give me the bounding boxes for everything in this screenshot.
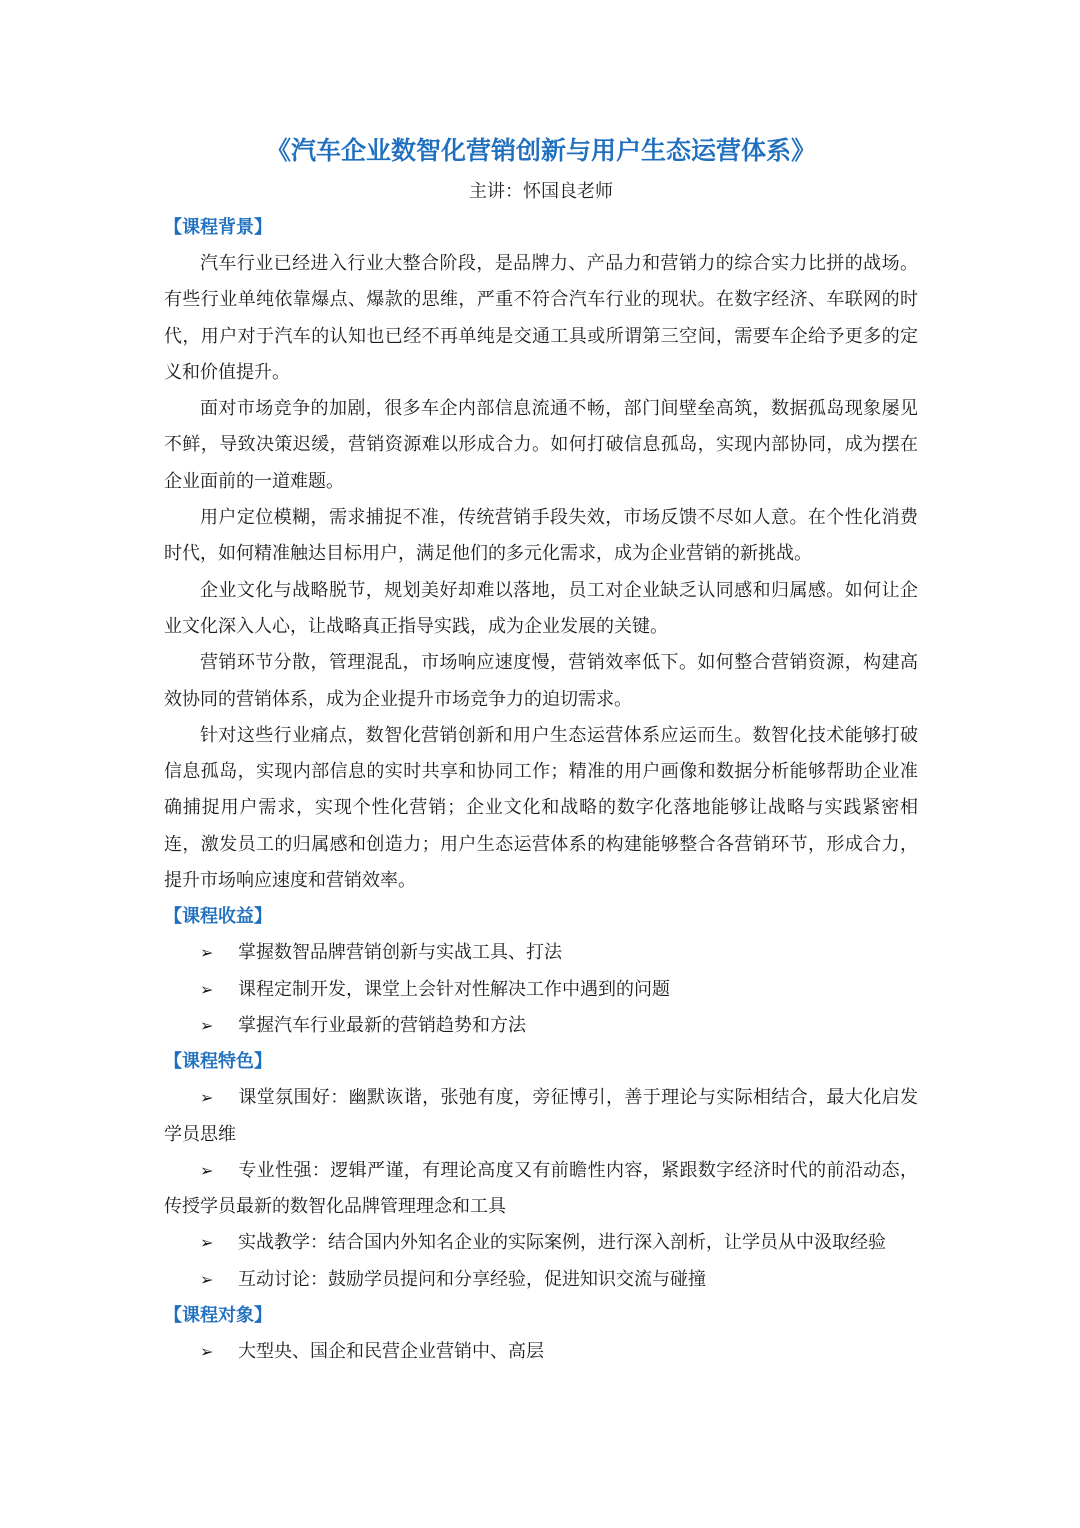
- list-item: [164, 1225, 918, 1261]
- background-paragraph-4: 企业文化与战略脱节，规划美好却难以落地，员工对企业缺乏认同感和归属感。如何让企业文化深入人心，让战略真正指导实践，成为企业发展的关键。: [164, 579, 918, 637]
- list-item: [164, 1334, 918, 1370]
- list-item: [164, 1153, 918, 1226]
- list-item: [164, 1262, 918, 1298]
- list-item: [164, 935, 918, 971]
- section-features: [164, 1044, 918, 1298]
- arrow-bullet-icon: ➢: [200, 979, 214, 999]
- section-heading-audience: 【课程对象】: [164, 1305, 272, 1327]
- section-background: [164, 210, 918, 899]
- arrow-bullet-icon: ➢: [200, 1269, 214, 1289]
- section-benefits: [164, 899, 918, 1044]
- list-item-text: 掌握汽车行业最新的营销趋势和方法: [238, 1014, 526, 1036]
- arrow-bullet-icon: ➢: [200, 943, 214, 963]
- list-item-text: 实战教学：结合国内外知名企业的实际案例，进行深入剖析，让学员从中汲取经验: [238, 1232, 886, 1254]
- list-item-text: 掌握数智品牌营销创新与实战工具、打法: [238, 942, 562, 964]
- list-item: [164, 972, 918, 1008]
- document-page: [164, 128, 918, 1370]
- arrow-bullet-icon: ➢: [200, 1160, 214, 1180]
- list-item-text: 互动讨论：鼓励学员提问和分享经验，促进知识交流与碰撞: [238, 1268, 706, 1290]
- features-list: [164, 1080, 918, 1298]
- section-heading-features: 【课程特色】: [164, 1051, 272, 1073]
- section-heading-background: 【课程背景】: [164, 217, 272, 238]
- background-paragraph-6: 针对这些行业痛点，数智化营销创新和用户生态运营体系应运而生。数智化技术能够打破信息孤岛，实现内部信息的实时共享和协同工作；精准的用户画像和数据分析能够帮助企业准确捕捉用户需求，实现个性化营销；企业文化和战略的数字化落地能够让战略与实践紧密相连，激发员工的归属感和创造力；用户生态运营体系的构建能够整合各营销环节，形成合力，提升市场响应速度和营销效率。: [164, 724, 918, 892]
- background-paragraph-3: 用户定位模糊，需求捕捉不准，传统营销手段失效，市场反馈不尽如人意。在个性化消费时代，如何精准触达目标用户，满足他们的多元化需求，成为企业营销的新挑战。: [164, 507, 918, 565]
- list-item-text: 课堂氛围好：幽默诙谐，张弛有度，旁征博引，善于理论与实际相结合，最大化启发学员思维: [164, 1087, 918, 1145]
- list-item-text: 专业性强：逻辑严谨，有理论高度又有前瞻性内容，紧跟数字经济时代的前沿动态，传授学员最新的数智化品牌管理理念和工具: [164, 1159, 918, 1218]
- benefits-list: [164, 935, 918, 1044]
- section-heading-benefits: 【课程收益】: [164, 906, 272, 928]
- background-paragraph-1: 汽车行业已经进入行业大整合阶段，是品牌力、产品力和营销力的综合实力比拼的战场。有些行业单纯依靠爆点、爆款的思维，严重不符合汽车行业的现状。在数字经济、车联网的时代，用户对于汽车的认知也已经不再单纯是交通工具或所谓第三空间，需要车企给予更多的定义和价值提升。: [164, 253, 918, 383]
- background-paragraph-5: 营销环节分散，管理混乱，市场响应速度慢，营销效率低下。如何整合营销资源，构建高效协同的营销体系，成为企业提升市场竞争力的迫切需求。: [164, 652, 918, 710]
- list-item: [164, 1080, 918, 1153]
- arrow-bullet-icon: ➢: [200, 1088, 214, 1108]
- lecturer-line: 主讲：怀国良老师: [469, 181, 613, 202]
- arrow-bullet-icon: ➢: [200, 1342, 214, 1362]
- list-item-text: 大型央、国企和民营企业营销中、高层: [238, 1341, 544, 1363]
- arrow-bullet-icon: ➢: [200, 1233, 214, 1253]
- list-item: [164, 1008, 918, 1044]
- list-item-text: 课程定制开发，课堂上会针对性解决工作中遇到的问题: [238, 978, 670, 1000]
- document-title: 《汽车企业数智化营销创新与用户生态运营体系》: [265, 136, 816, 165]
- background-paragraph-2: 面对市场竞争的加剧，很多车企内部信息流通不畅，部门间壁垒高筑，数据孤岛现象屡见不鲜，导致决策迟缓，营销资源难以形成合力。如何打破信息孤岛，实现内部协同，成为摆在企业面前的一道难题。: [164, 398, 918, 492]
- arrow-bullet-icon: ➢: [200, 1015, 214, 1035]
- section-audience: [164, 1298, 918, 1370]
- audience-list: [164, 1334, 918, 1370]
